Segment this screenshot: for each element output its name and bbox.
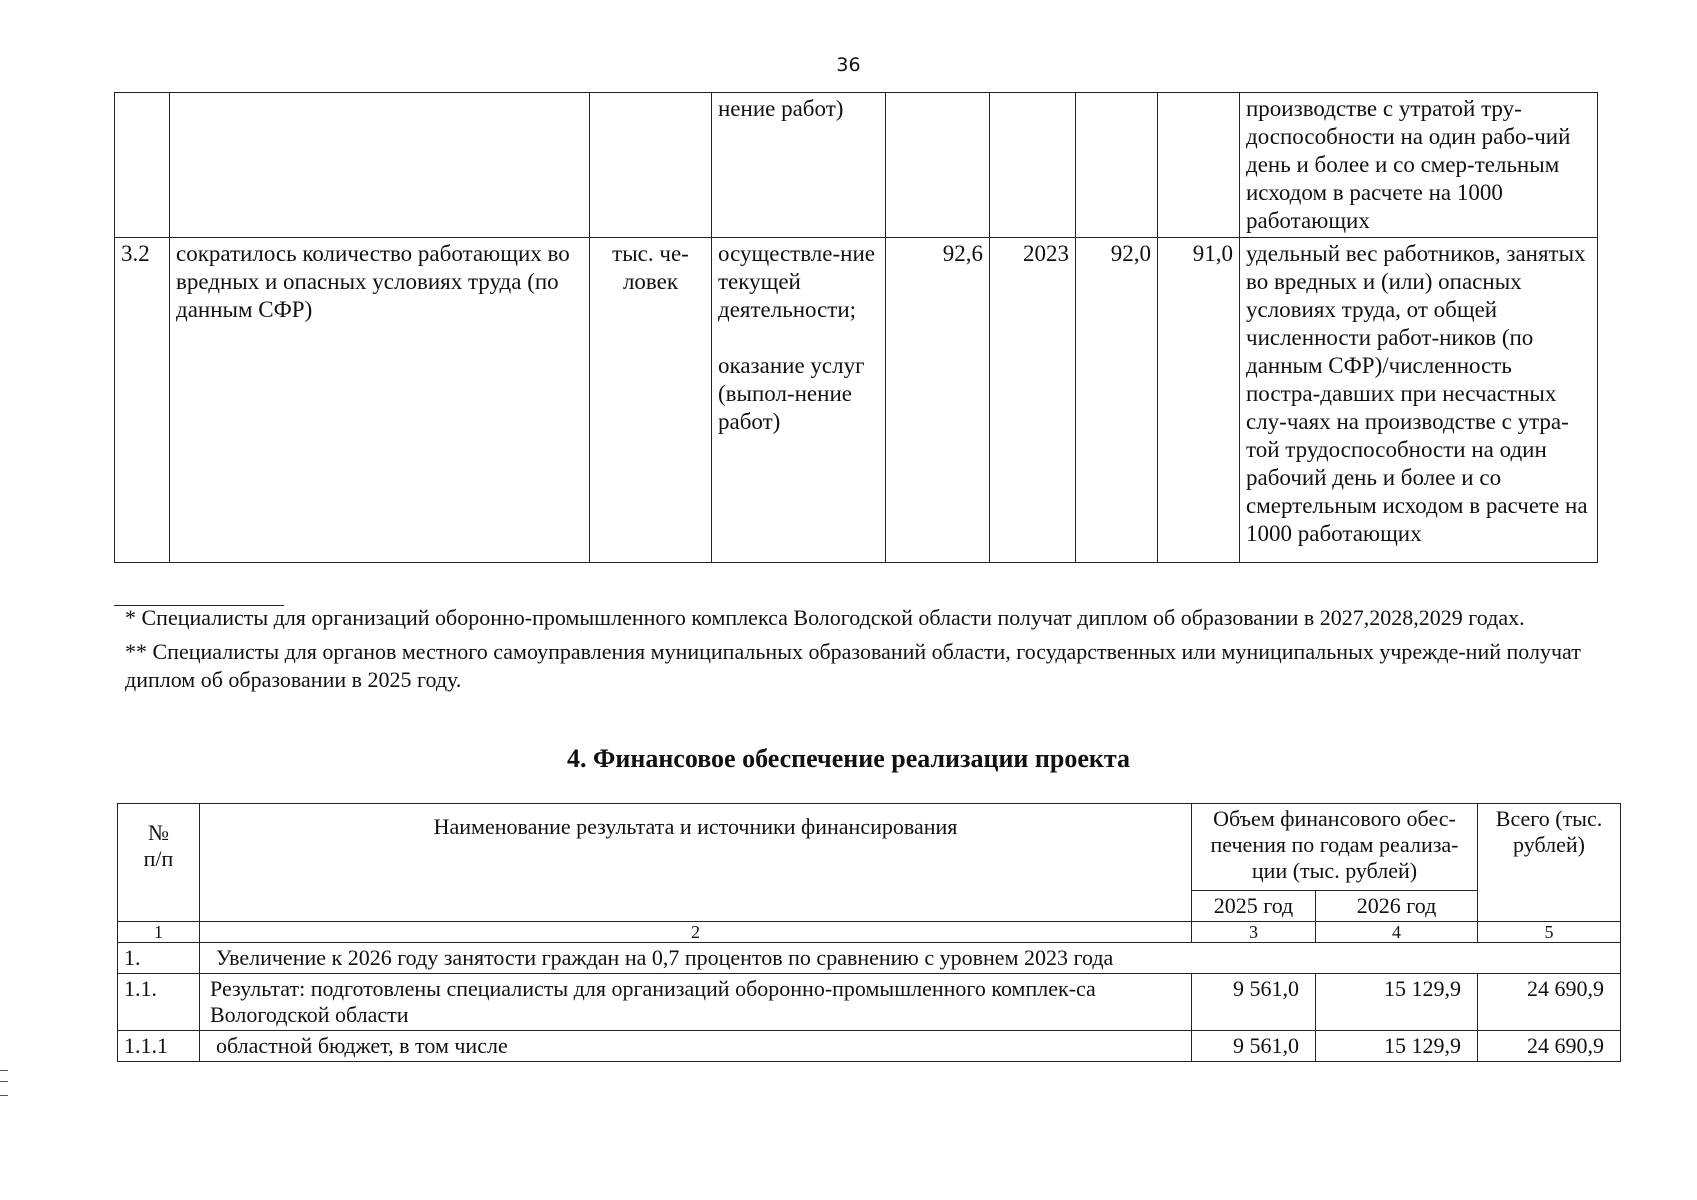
value-total: 24 690,9 [1478, 974, 1621, 1031]
value-2026: 15 129,9 [1316, 974, 1478, 1031]
column-index: 5 [1478, 922, 1621, 943]
header-name: Наименование результата и источники финансирования [200, 804, 1192, 922]
header-year-2025: 2025 год [1192, 891, 1316, 922]
table-row [118, 974, 1621, 1031]
row-name: Результат: подготовлены специалисты для организаций оборонно-промышленного комплек-са Вологодской области [200, 974, 1192, 1031]
header-row [118, 804, 1621, 891]
section-title: 4. Финансовое обеспечение реализации проекта [567, 744, 1130, 773]
table-row [115, 238, 1598, 563]
basis [712, 238, 886, 563]
row-name: областной бюджет, в том числе [200, 1031, 1192, 1062]
row-number: 1.1.1 [118, 1031, 200, 1062]
table-row [118, 1031, 1621, 1062]
header-num: № п/п [118, 804, 200, 922]
footnotes [125, 604, 1615, 700]
basis: нение работ) [712, 93, 886, 238]
base-year: 2023 [990, 238, 1076, 563]
base-value: 92,6 [886, 238, 990, 563]
column-index-row [118, 922, 1621, 943]
calculation-method: производстве с утратой тру-доспособности на один рабо-чий день и более и со смер-тельным исходом в расчете на 1000 работающих [1240, 93, 1598, 238]
table-row [115, 93, 1598, 238]
column-index: 4 [1316, 922, 1478, 943]
indicators-table [114, 92, 1598, 563]
base-value [886, 93, 990, 238]
goal-number: 1. [118, 943, 200, 974]
goal-text: Увеличение к 2026 году занятости граждан на 0,7 процентов по сравнению с уровнем 2023 года [200, 943, 1621, 974]
value-2025: 9 561,0 [1192, 1031, 1316, 1062]
row-number [115, 93, 170, 238]
calculation-method: удельный вес работников, занятых во вредных и (или) опасных условиях труда, от общей численности работ-ников (по данным СФР)/численность постра-давших при несчастных слу-чаях на производстве с утра-той трудоспособности на один рабочий день и более и со смертельным исходом в расчете на 1000 работающих [1240, 238, 1598, 563]
value-2: 91,0 [1158, 238, 1240, 563]
header-year-2026: 2026 год [1316, 891, 1478, 922]
value-2025: 9 561,0 [1192, 974, 1316, 1031]
value-1 [1076, 93, 1158, 238]
value-1: 92,0 [1076, 238, 1158, 563]
base-year [990, 93, 1076, 238]
indicator-name: сократилось количество работающих во вредных и опасных условиях труда (по данным СФР) [170, 238, 590, 563]
basis-text: осуществле-ние текущей деятельности; [718, 241, 875, 322]
column-index: 2 [200, 922, 1192, 943]
column-index: 1 [118, 922, 200, 943]
basis-extra-text: оказание услуг (выпол-нение работ) [718, 353, 865, 434]
binding-mark [0, 1070, 8, 1096]
goal-row [118, 943, 1621, 974]
row-number: 3.2 [115, 238, 170, 563]
unit: тыс. че-ловек [590, 238, 712, 563]
column-index: 3 [1192, 922, 1316, 943]
header-total: Всего (тыс. рублей) [1478, 804, 1621, 922]
finance-table [117, 803, 1621, 1062]
unit [590, 93, 712, 238]
indicator-name [170, 93, 590, 238]
value-2026: 15 129,9 [1316, 1031, 1478, 1062]
page-number: 36 [836, 54, 861, 76]
header-volume: Объем финансового обес-печения по годам реализа-ции (тыс. рублей) [1192, 804, 1478, 891]
value-total: 24 690,9 [1478, 1031, 1621, 1062]
value-2 [1158, 93, 1240, 238]
footnote-2: ** Специалисты для органов местного самоуправления муниципальных образований области, государственных или муниципальных учрежде-ний получат диплом об образовании в 2025 году. [125, 639, 1581, 692]
row-number: 1.1. [118, 974, 200, 1031]
footnote-1: * Специалисты для организаций оборонно-промышленного комплекса Вологодской области получат диплом об образовании в 2027,2028,2029 годах. [125, 605, 1525, 630]
